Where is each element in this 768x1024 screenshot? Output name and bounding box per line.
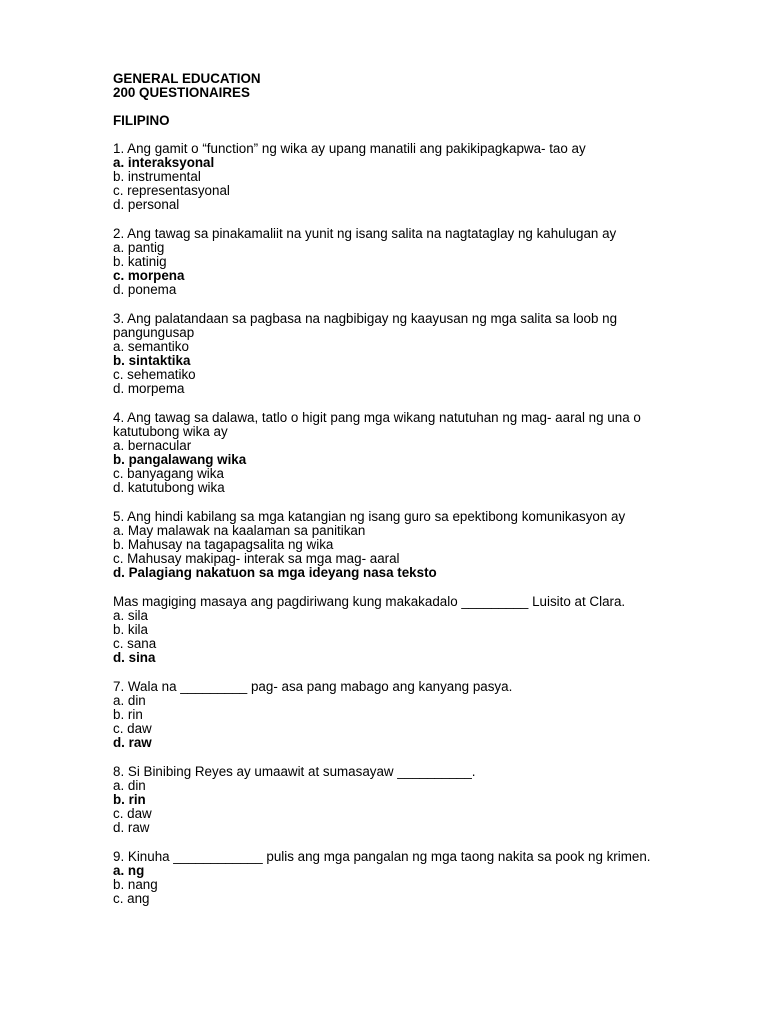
answer-option: c. daw	[113, 806, 152, 821]
question-item	[113, 142, 673, 212]
question-item	[113, 595, 673, 665]
question-item	[113, 765, 673, 835]
question-item	[113, 680, 673, 750]
answer-option: b. nang	[113, 877, 158, 892]
question-text: 8. Si Binibing Reyes ay umaawit at sumasayaw __________.	[113, 764, 476, 779]
answer-option-correct: a. ng	[113, 863, 145, 878]
answer-option-correct: d. sina	[113, 650, 156, 665]
answer-option-correct: b. rin	[113, 792, 146, 807]
answer-option: b. katinig	[113, 254, 167, 269]
answer-option: a. May malawak na kaalaman sa panitikan	[113, 523, 366, 538]
answer-option: b. instrumental	[113, 169, 201, 184]
question-item	[113, 411, 673, 495]
answer-option: b. kila	[113, 622, 148, 637]
answer-option: c. sana	[113, 636, 157, 651]
question-text: 9. Kinuha ____________ pulis ang mga pangalan ng mga taong nakita sa pook ng krimen.	[113, 849, 651, 864]
answer-option: c. ang	[113, 891, 150, 906]
question-text: 5. Ang hindi kabilang sa mga katangian ng isang guro sa epektibong komunikasyon ay	[113, 509, 626, 524]
answer-option: d. morpema	[113, 381, 185, 396]
question-item	[113, 850, 673, 906]
answer-option: c. daw	[113, 721, 152, 736]
answer-option: b. rin	[113, 707, 143, 722]
document-subtitle: 200 QUESTIONAIRES	[113, 85, 250, 100]
answer-option: c. banyagang wika	[113, 466, 224, 481]
answer-option: d. katutubong wika	[113, 480, 225, 495]
answer-option: a. din	[113, 778, 146, 793]
answer-option: a. pantig	[113, 240, 165, 255]
answer-option-correct: b. pangalawang wika	[113, 452, 247, 467]
answer-option: c. sehematiko	[113, 367, 196, 382]
answer-option-correct: d. raw	[113, 735, 152, 750]
document-page	[113, 72, 673, 906]
answer-option: c. representasyonal	[113, 183, 230, 198]
answer-option-correct: d. Palagiang nakatuon sa mga ideyang nasa teksto	[113, 565, 437, 580]
question-item	[113, 312, 673, 396]
question-item	[113, 227, 673, 297]
answer-option: b. Mahusay na tagapagsalita ng wika	[113, 537, 334, 552]
answer-option: d. ponema	[113, 282, 177, 297]
question-text: 2. Ang tawag sa pinakamaliit na yunit ng isang salita na nagtataglay ng kahulugan ay	[113, 226, 617, 241]
question-text: 4. Ang tawag sa dalawa, tatlo o higit pang mga wikang natutuhan ng mag- aaral ng una o katutubong wika ay	[113, 410, 641, 439]
question-text: 3. Ang palatandaan sa pagbasa na nagbibigay ng kaayusan ng mga salita sa loob ng pangungusap	[113, 311, 618, 340]
question-list	[113, 142, 673, 906]
answer-option: d. personal	[113, 197, 180, 212]
question-text: 1. Ang gamit o “function” ng wika ay upang manatili ang pakikipagkapwa- tao ay	[113, 141, 586, 156]
question-text: 7. Wala na _________ pag- asa pang mabago ang kanyang pasya.	[113, 679, 513, 694]
answer-option-correct: c. morpena	[113, 268, 185, 283]
question-item	[113, 510, 673, 580]
answer-option: a. din	[113, 693, 146, 708]
answer-option-correct: a. interaksyonal	[113, 155, 215, 170]
answer-option: c. Mahusay makipag- interak sa mga mag- aaral	[113, 551, 400, 566]
answer-option: a. semantiko	[113, 339, 189, 354]
document-title: GENERAL EDUCATION	[113, 71, 261, 86]
question-text: Mas magiging masaya ang pagdiriwang kung makakadalo _________ Luisito at Clara.	[113, 594, 626, 609]
answer-option-correct: b. sintaktika	[113, 353, 191, 368]
section-title: FILIPINO	[113, 113, 170, 128]
answer-option: d. raw	[113, 820, 150, 835]
answer-option: a. sila	[113, 608, 148, 623]
answer-option: a. bernacular	[113, 438, 192, 453]
